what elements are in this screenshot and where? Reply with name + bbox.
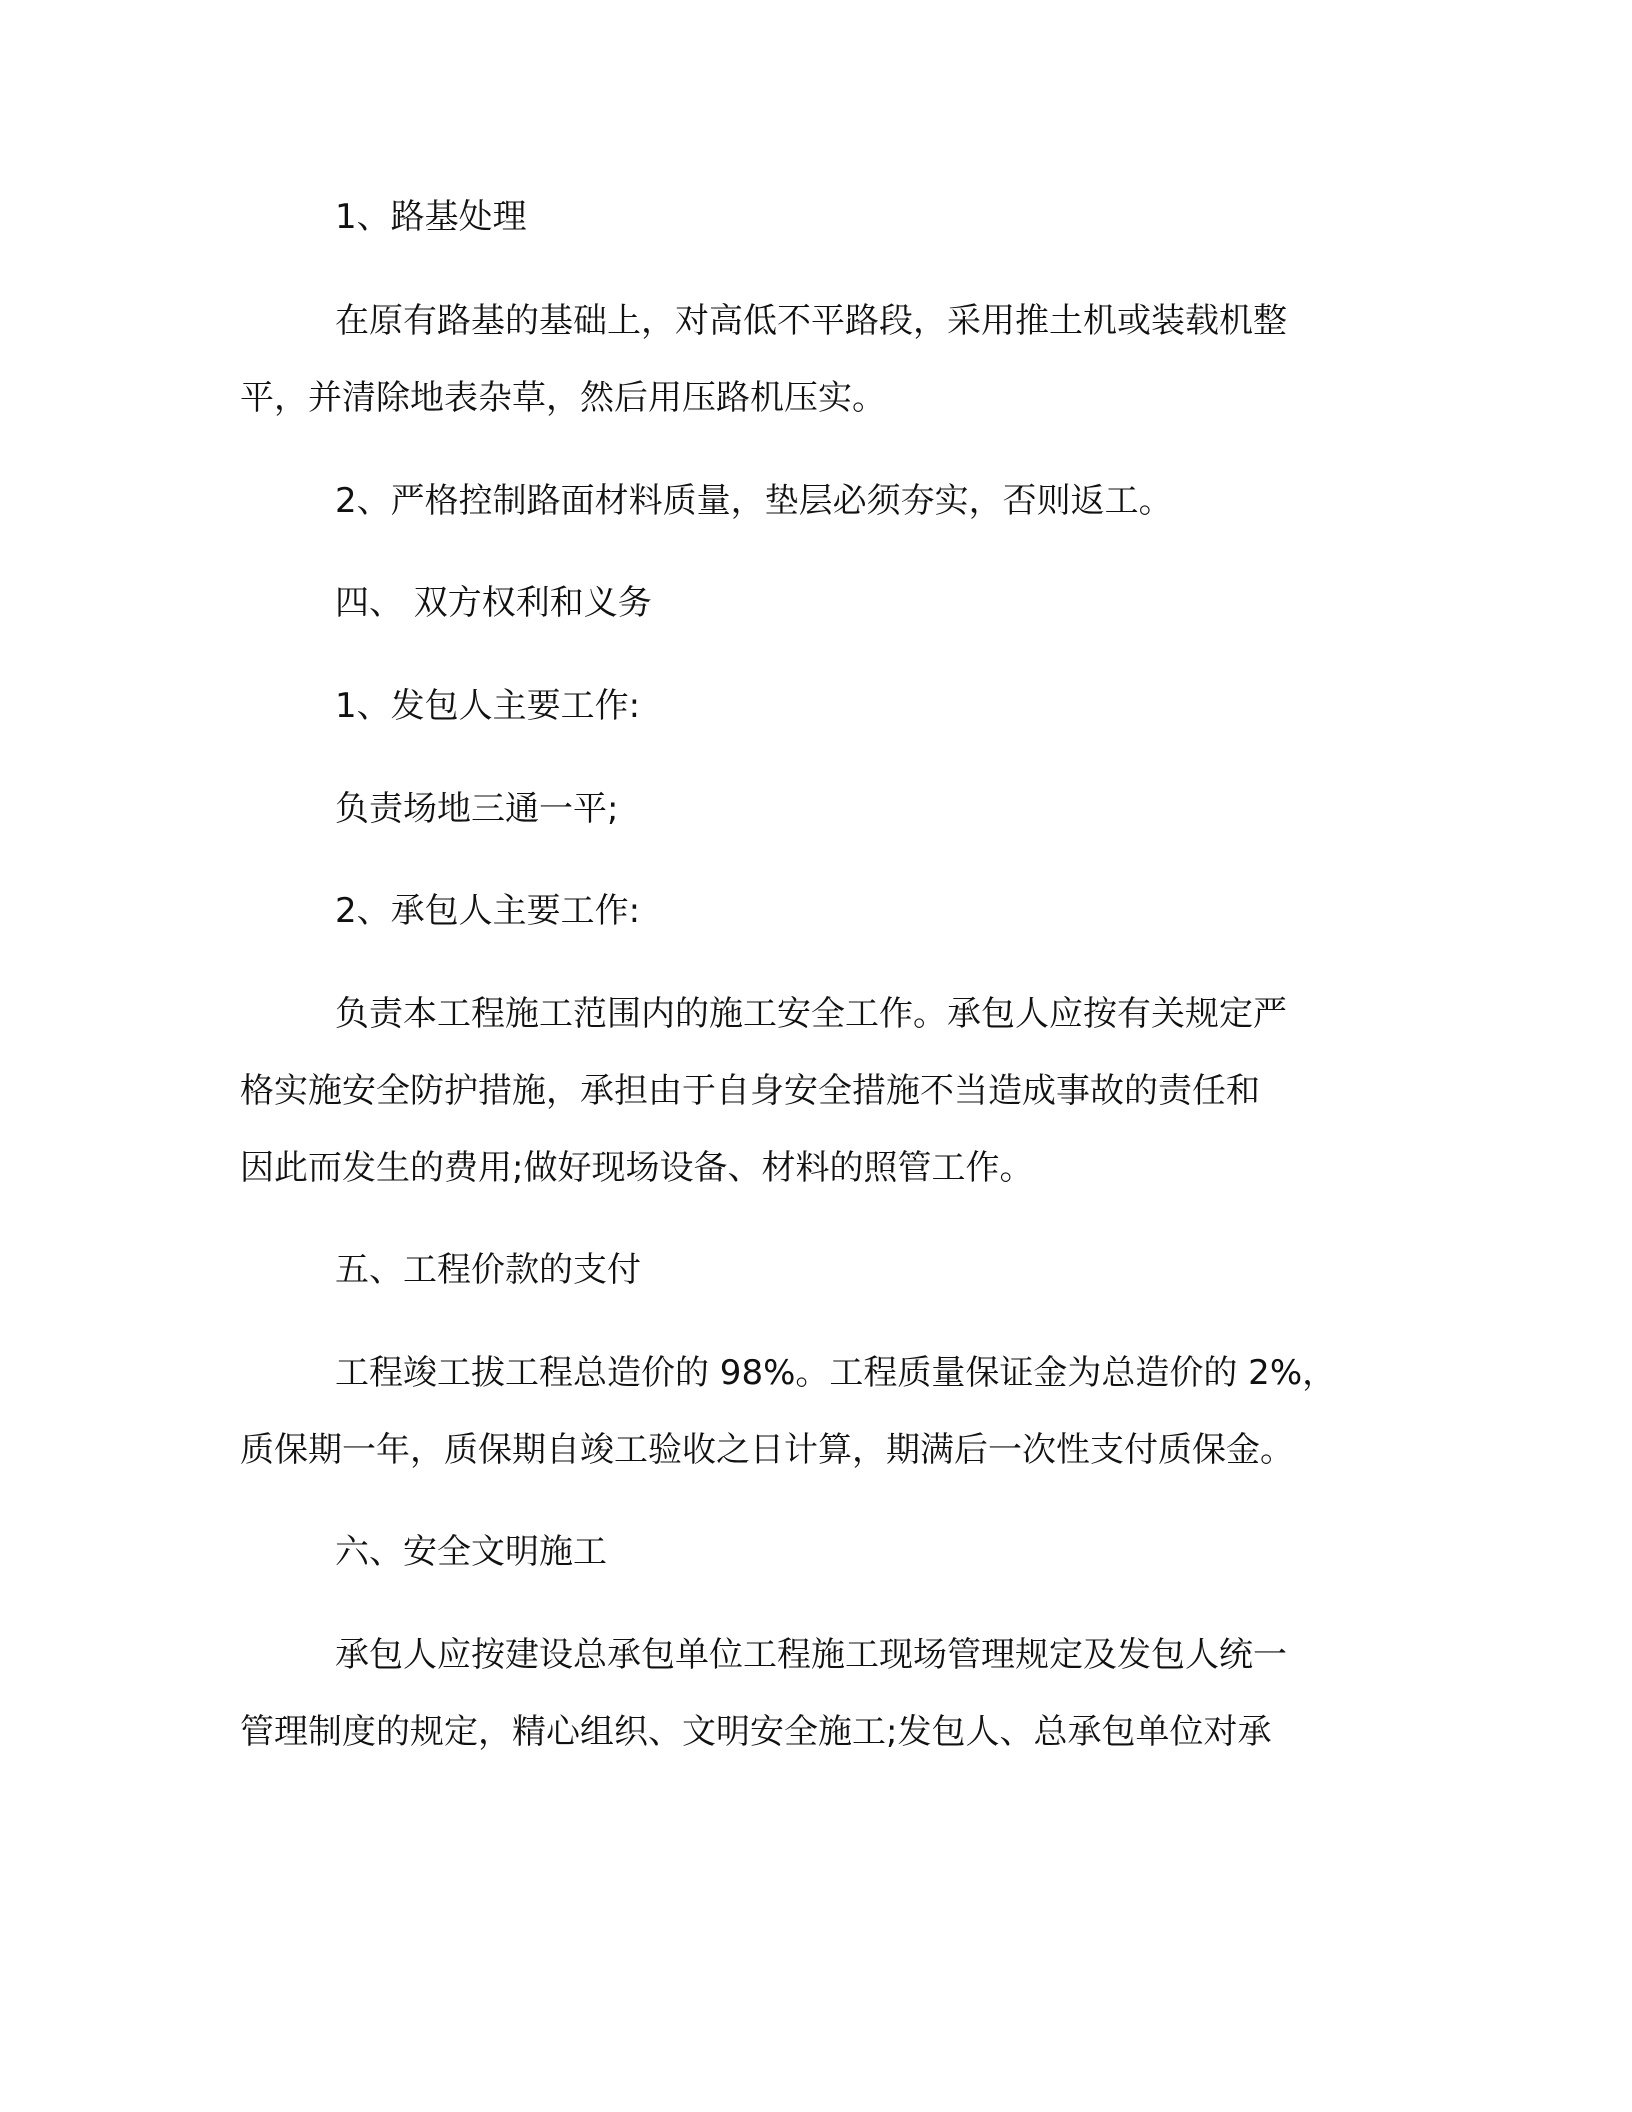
paragraph-line: 管理制度的规定，精心组织、文明安全施工;发包人、总承包单位对承 (240, 1712, 1272, 1752)
paragraph-line: 承包人应按建设总承包单位工程施工现场管理规定及发包人统一 (335, 1635, 1287, 1675)
subsection-heading: 2、承包人主要工作: (335, 891, 641, 931)
section-heading-safety: 六、安全文明施工 (335, 1532, 607, 1572)
subsection-heading: 1、发包人主要工作: (335, 686, 641, 726)
paragraph-line: 2、严格控制路面材料质量，垫层必须夯实，否则返工。 (335, 481, 1173, 521)
section-heading-subgrade: 1、路基处理 (335, 197, 527, 237)
paragraph-line: 负责本工程施工范围内的施工安全工作。承包人应按有关规定严 (335, 994, 1287, 1034)
paragraph-line: 工程竣工拔工程总造价的 98%。工程质量保证金为总造价的 2%， (335, 1353, 1337, 1393)
paragraph-line: 质保期一年，质保期自竣工验收之日计算，期满后一次性支付质保金。 (240, 1430, 1294, 1470)
section-heading-payment: 五、工程价款的支付 (335, 1250, 641, 1290)
paragraph-line: 因此而发生的费用;做好现场设备、材料的照管工作。 (240, 1148, 1034, 1188)
paragraph-line: 格实施安全防护措施，承担由于自身安全措施不当造成事故的责任和 (240, 1071, 1260, 1111)
section-heading-rights: 四、 双方权利和义务 (335, 583, 652, 623)
paragraph-line: 负责场地三通一平; (335, 789, 619, 829)
paragraph-line: 平，并清除地表杂草，然后用压路机压实。 (240, 378, 886, 418)
paragraph-line: 在原有路基的基础上，对高低不平路段，采用推土机或装载机整 (335, 301, 1287, 341)
